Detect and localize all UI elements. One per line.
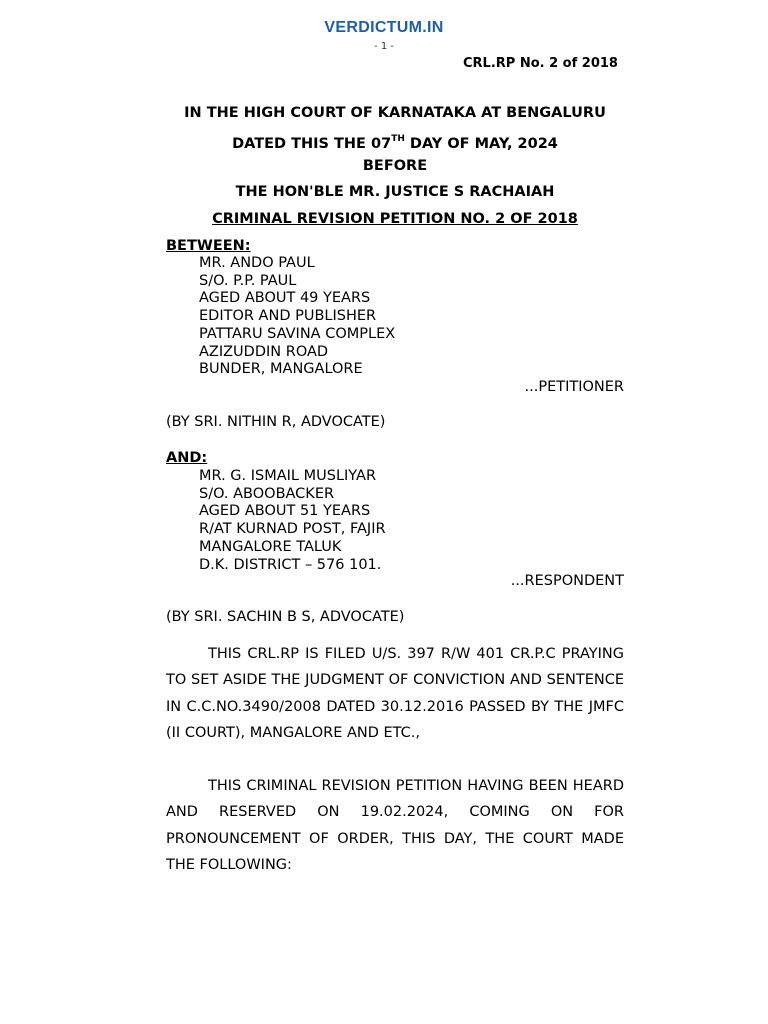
respondent-line: R/AT KURNAD POST, FAJIR	[199, 521, 386, 538]
watermark: VERDICTUM.IN	[324, 19, 444, 36]
dated-suffix: DAY OF MAY, 2024	[404, 135, 558, 152]
respondent-block	[199, 468, 386, 574]
respondent-line: S/O. ABOOBACKER	[199, 485, 335, 502]
respondent-line: MR. G. ISMAIL MUSLIYAR	[199, 468, 377, 484]
between-label: BETWEEN:	[166, 238, 251, 254]
petitioner-line: S/O. P.P. PAUL	[199, 272, 297, 289]
dated-prefix: DATED THIS THE 07	[232, 135, 392, 152]
petitioner-line: PATTARU SAVINA COMPLEX	[199, 325, 396, 342]
petitioner-line: AGED ABOUT 49 YEARS	[199, 290, 371, 307]
case-reference: CRL.RP No. 2 of 2018	[463, 56, 618, 71]
respondent-line: MANGALORE TALUK	[199, 538, 342, 555]
filing-paragraph: THIS CRL.RP IS FILED U/S. 397 R/W 401 CR.P.C PRAYING TO SET ASIDE THE JUDGMENT OF CONVICTION AND SENTENCE IN C.C.NO.3490/2008 DATED 30.12.2016 PASSED BY THE JMFC (II COURT), MANGALORE AND ETC.,	[166, 646, 624, 742]
and-label: AND:	[166, 450, 208, 466]
petition-title	[166, 210, 624, 228]
petitioner-advocate: (BY SRI. NITHIN R, ADVOCATE)	[166, 414, 386, 430]
respondent-role: ...RESPONDENT	[510, 573, 624, 589]
page-number: - 1 -	[374, 41, 394, 52]
judge-name: THE HON'BLE MR. JUSTICE S RACHAIAH	[235, 184, 555, 200]
petitioner-line: AZIZUDDIN ROAD	[199, 343, 329, 360]
petitioner-role: ...PETITIONER	[524, 379, 624, 395]
dated-line	[166, 131, 624, 153]
petition-title-text: CRIMINAL REVISION PETITION NO. 2 OF 2018	[212, 211, 578, 227]
respondent-line: D.K. DISTRICT – 576 101.	[199, 556, 382, 573]
hearing-paragraph: THIS CRIMINAL REVISION PETITION HAVING BEEN HEARD AND RESERVED ON 19.02.2024, COMING ON FOR PRONOUNCEMENT OF ORDER, THIS DAY, THE COURT MADE THE FOLLOWING:	[166, 778, 624, 874]
respondent-line: AGED ABOUT 51 YEARS	[199, 503, 371, 520]
petitioner-line: EDITOR AND PUBLISHER	[199, 308, 377, 325]
respondent-advocate: (BY SRI. SACHIN B S, ADVOCATE)	[166, 609, 405, 625]
before-heading: BEFORE	[362, 158, 428, 174]
court-name: IN THE HIGH COURT OF KARNATAKA AT BENGALURU	[184, 105, 606, 121]
petitioner-line: MR. ANDO PAUL	[199, 255, 315, 271]
petitioner-block	[199, 255, 395, 379]
dated-superscript: TH	[391, 134, 405, 144]
petitioner-line: BUNDER, MANGALORE	[199, 361, 363, 378]
